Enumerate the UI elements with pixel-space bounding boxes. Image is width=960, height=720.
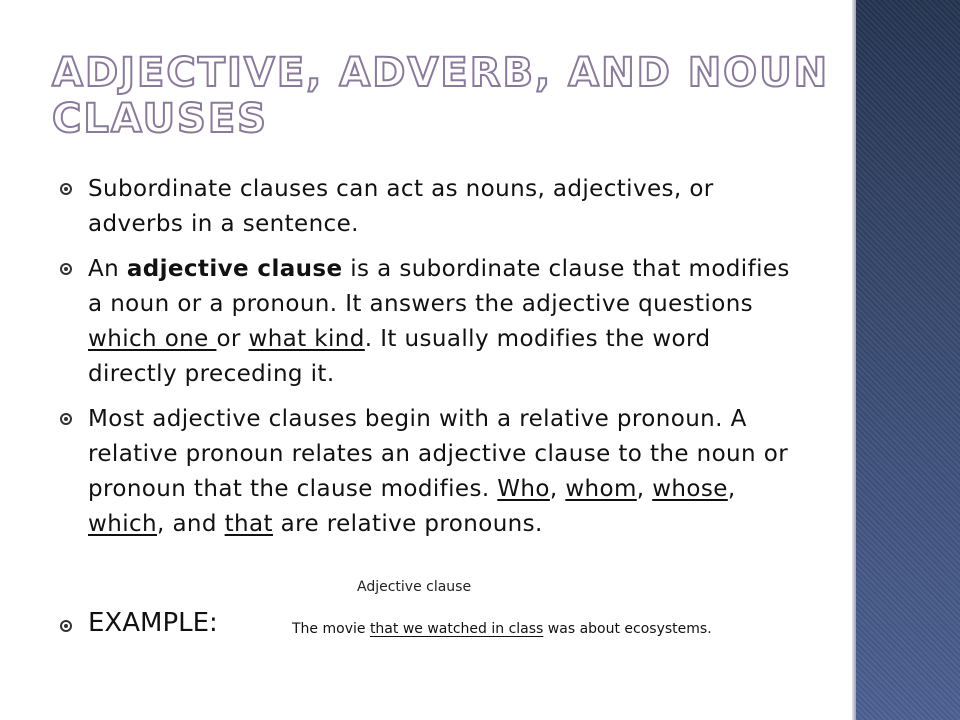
example-adjective-clause: that we watched in class: [369, 621, 544, 637]
example-bullet: [56, 604, 826, 644]
example-sentence: [292, 620, 712, 638]
bullet-text: ,: [636, 476, 653, 502]
example-label: EXAMPLE:: [88, 608, 218, 638]
underlined-term: Who: [497, 476, 550, 502]
bullet-list: [56, 172, 800, 552]
bullet-icon: [60, 183, 72, 195]
adjective-clause-annotation: Adjective clause: [357, 579, 472, 595]
underlined-term: whose: [652, 476, 728, 502]
bullet-text: ,: [549, 476, 566, 502]
bullet-item: [56, 252, 800, 392]
bullet-text: is a subordinate clause that modifies a noun or a pronoun. It answers the adjective questions: [88, 256, 790, 317]
bullet-item: [56, 172, 800, 242]
bullet-item: [56, 402, 800, 542]
underlined-term: which one: [88, 326, 217, 352]
bold-term: adjective clause: [126, 256, 343, 282]
bullet-text: Most adjective clauses begin with a relative pronoun. A relative pronoun relates an adjective clause to the noun or pronoun that the clause modifies.: [88, 406, 789, 502]
underlined-term: which: [88, 511, 158, 537]
example-sentence-start: The movie: [292, 621, 370, 637]
bullet-text: Subordinate clauses can act as nouns, adjectives, or adverbs in a sentence.: [88, 176, 714, 237]
bullet-icon: [60, 620, 72, 632]
bullet-icon: [60, 413, 72, 425]
underlined-term: what kind: [248, 326, 365, 352]
bullet-text: . It usually modifies the word directly preceding it.: [88, 326, 711, 387]
bullet-text: ,: [727, 476, 736, 502]
bullet-icon: [60, 263, 72, 275]
slide-title: ADJECTIVE, ADVERB, AND NOUN CLAUSES: [52, 50, 830, 142]
bullet-text: are relative pronouns.: [272, 511, 543, 537]
underlined-term: that: [224, 511, 273, 537]
bullet-text: or: [216, 326, 249, 352]
bullet-text: An: [88, 256, 127, 282]
example-sentence-end: was about ecosystems.: [543, 621, 712, 637]
side-decorative-band: [856, 0, 960, 720]
bullet-text: , and: [157, 511, 225, 537]
underlined-term: whom: [565, 476, 637, 502]
